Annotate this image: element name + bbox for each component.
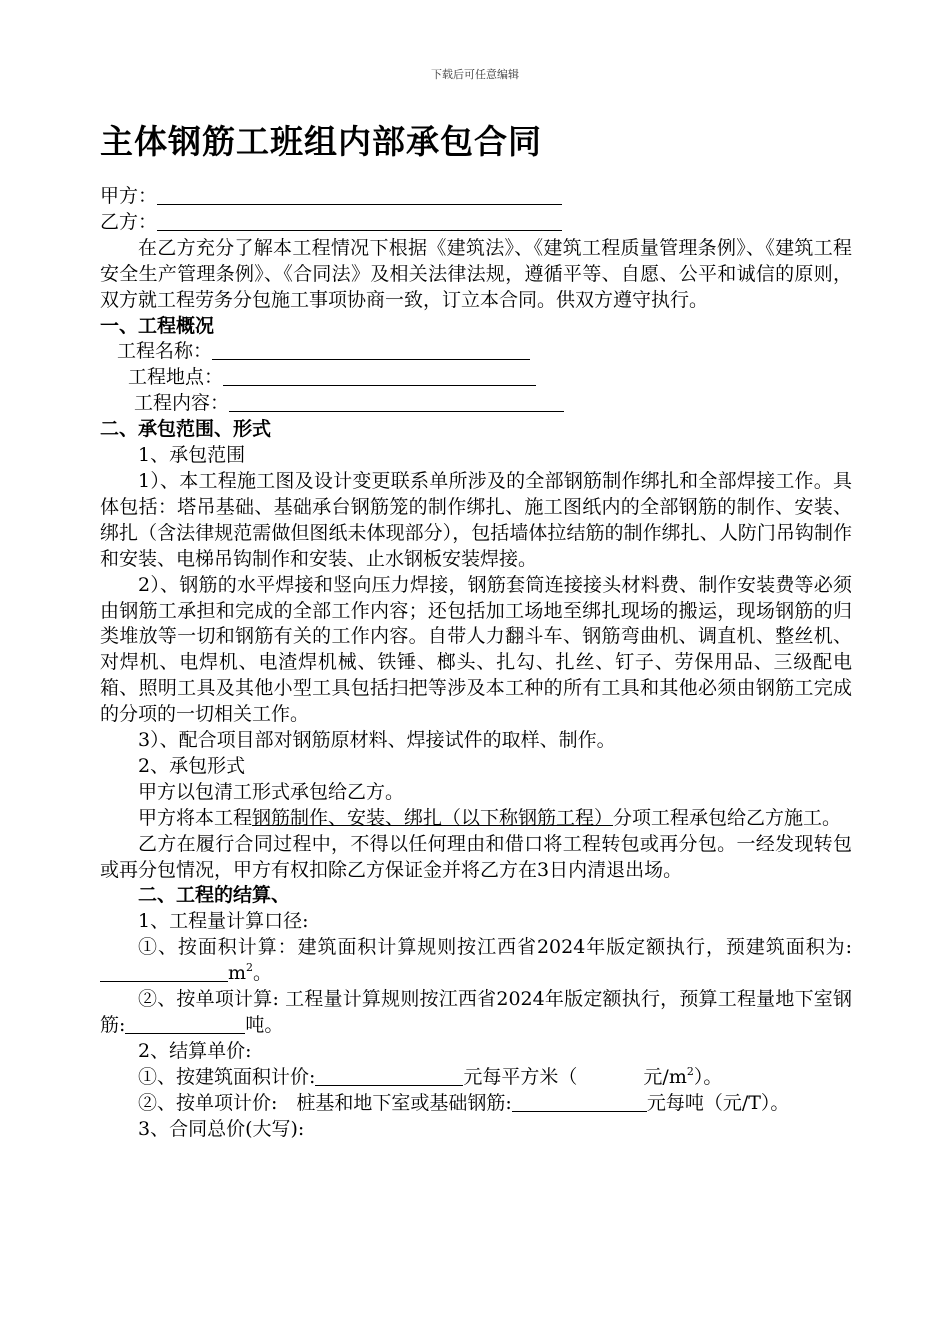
project-content-label: 工程内容：: [134, 392, 230, 415]
form-paragraph-1: 甲方以包清工形式承包给乙方。: [138, 780, 405, 803]
project-location-label: 工程地点：: [128, 366, 224, 389]
form-paragraph-2-end: 分项工程承包给乙方施工。: [613, 806, 842, 829]
contract-body: [100, 184, 852, 1143]
project-name-label: 工程名称：: [117, 340, 213, 363]
price-paragraph-1-text: ①、按建筑面积计价:: [138, 1065, 316, 1088]
price-paragraph-1-end: ）。: [693, 1065, 723, 1088]
scope-heading: 1、承包范围: [138, 444, 246, 467]
project-content-line: [100, 391, 852, 417]
form-paragraph-2-start: 甲方将本工程: [138, 806, 253, 829]
tonnage-blank: [125, 1014, 245, 1034]
total-price-heading: 3、合同总价(大写):: [138, 1117, 305, 1140]
intro-paragraph: 在乙方充分了解本工程情况下根据《建筑法》、《建筑工程质量管理条例》、《建筑工程安全生产管理条例》、《合同法》及相关法律法规，遵循平等、自愿、公平和诚信的原则，双方就工程劳务分包施工事项协商一致，订立本合同。供双方遵守执行。: [100, 236, 852, 311]
project-location-blank: [223, 366, 536, 386]
project-name-blank: [212, 340, 530, 360]
project-location-line: [100, 365, 852, 391]
calc-paragraph-2-end: 吨。: [245, 1014, 284, 1036]
price-heading: 2、结算单价:: [138, 1039, 252, 1062]
party-b-blank: [157, 211, 562, 231]
area-unit: m: [228, 962, 247, 985]
project-name-line: [100, 339, 852, 365]
scope-paragraph-3: 3）、配合项目部对钢筋原材料、焊接试件的取样、制作。: [138, 729, 616, 752]
party-b-label: 乙方：: [100, 210, 158, 233]
price-unit-superscript: 2: [686, 1064, 694, 1078]
calc-heading: 1、工程量计算口径:: [138, 910, 309, 933]
area-blank: [100, 962, 228, 982]
scope-paragraph-2: 2）、钢筋的水平焊接和竖向压力焊接，钢筋套筒连接接头材料费、制作安装费等必须由钢筋工承担和完成的全部工作内容；还包括加工场地至绑扎现场的搬运，现场钢筋的归类堆放等一切和钢筋有关的工作内容。自带人力翻斗车、钢筋弯曲机、调直机、整丝机、对焊机、电焊机、电渣焊机械、铁锤、榔头、扎勾、扎丝、钉子、劳保用品、三级配电箱、照明工具及其他小型工具包括扫把等涉及本工种的所有工具和其他必须由钢筋工完成的分项的一切相关工作。: [100, 573, 852, 726]
price-paragraph-2-end: 元每吨（元/T）。: [646, 1091, 790, 1114]
party-a-line: [100, 184, 852, 210]
header-note: 下载后可任意编辑: [431, 68, 519, 81]
unit-price-blank: [512, 1092, 647, 1112]
section-3-heading: 二、工程的结算、: [138, 884, 291, 907]
project-content-blank: [229, 392, 564, 412]
document-title: 主体钢筋工班组内部承包合同: [100, 122, 542, 161]
area-price-blank: [315, 1066, 463, 1086]
price-paragraph-1-unit: 元/m: [643, 1065, 687, 1088]
calc-paragraph-1: [100, 935, 852, 987]
calc-paragraph-1-text: ①、按面积计算：建筑面积计算规则按江西省2024年版定额执行，预建筑面积为:: [138, 936, 852, 959]
calc-paragraph-1-end: 。: [253, 962, 273, 985]
party-b-line: [100, 210, 852, 236]
price-paragraph-1-unit-text: 元每平方米（: [463, 1065, 578, 1088]
calc-paragraph-2-text: ②、按单项计算: 工程量计算规则按江西省2024年版定额执行，预算工程量地下室钢筋:: [100, 988, 852, 1036]
form-paragraph-2-underlined: 钢筋制作、安装、绑扎（以下称钢筋工程）: [252, 806, 614, 829]
scope-paragraph-1: 1）、本工程施工图及设计变更联系单所涉及的全部钢筋制作绑扎和全部焊接工作。具体包括：塔吊基础、基础承台钢筋笼的制作绑扎、施工图纸内的全部钢筋的制作、安装、绑扎（含法律规范需做但图纸未体现部分），包括墙体拉结筋的制作绑扎、人防门吊钩制作和安装、电梯吊钩制作和安装、止水钢板安装焊接。: [100, 469, 852, 570]
form-paragraph-3: 乙方在履行合同过程中，不得以任何理由和借口将工程转包或再分包。一经发现转包或再分包情况，甲方有权扣除乙方保证金并将乙方在3日内清退出场。: [100, 832, 852, 881]
price-paragraph-2: [100, 1091, 852, 1117]
party-a-blank: [157, 185, 562, 205]
calc-paragraph-2: [100, 987, 852, 1039]
price-paragraph-1: [100, 1065, 852, 1091]
form-heading: 2、承包形式: [138, 754, 246, 777]
section-2-heading: 二、承包范围、形式: [100, 418, 272, 441]
party-a-label: 甲方：: [100, 185, 158, 207]
area-unit-superscript: 2: [246, 961, 254, 975]
price-paragraph-2-text: ②、按单项计价: 桩基和地下室或基础钢筋:: [138, 1091, 512, 1114]
section-1-heading: 一、工程概况: [100, 314, 215, 337]
form-paragraph-2: [100, 806, 852, 832]
